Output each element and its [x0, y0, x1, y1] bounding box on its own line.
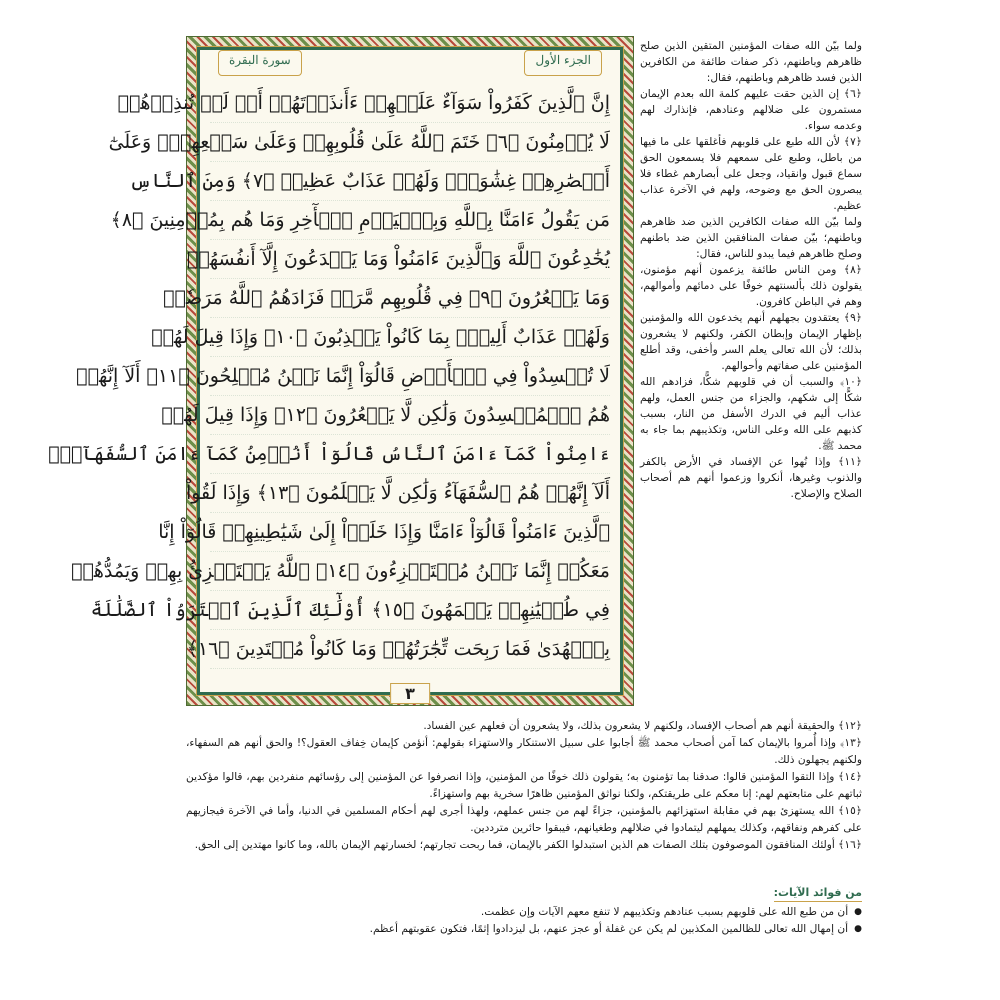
quran-line: بِٱلۡهُدَىٰ فَمَا رَبِحَت تِّجَٰرَتُهُمۡ وَمَا كَانُواْ مُهۡتَدِينَ ﴿١٦﴾	[210, 630, 610, 669]
commentary-paragraph: ﴿١١﴾ وإذا نُهوا عن الإفساد في الأرض بالكفر والذنوب وغيرها، أنكروا وزعموا أنهم هم أصحاب الصلاح والإصلاح.	[640, 456, 862, 500]
quran-line: فِي طُغۡيَٰنِهِمۡ يَعۡمَهُونَ ﴿١٥﴾ أُوْلَٰٓئِكَ ٱلَّذِينَ ٱشۡتَرَوُاْ ٱلضَّلَٰلَةَ	[210, 591, 610, 630]
quran-line: وَلَهُمۡ عَذَابٌ أَلِيمُۢ بِمَا كَانُواْ يَكۡذِبُونَ ﴿١٠﴾ وَإِذَا قِيلَ لَهُمۡ	[210, 318, 610, 357]
commentary-paragraph: ﴿٩﴾ يعتقدون بجهلهم أنهم يخدعون الله والمؤمنين بإظهار الإيمان وإبطان الكفر، ولكنهم لا يشعرون بذلك؛ لأن الله تعالى يعلم السر وأخفى، وقد أطلع المؤمنين على صفاتهم وأحوالهم.	[640, 312, 862, 372]
commentary-paragraph: ﴿١٦﴾ أولئك المنافقون الموصوفون بتلك الصفات هم الذين استبدلوا الكفر بالإيمان، فما ربحت تجارتهم؛ لخسارتهم الإيمان بالله، وما كانوا مهتدين إلى الحق.	[194, 839, 862, 851]
commentary-paragraph: ﴿١٠﴾ والسبب أن في قلوبهم شكًّا، فزادهم الله شكًّا إلى شكهم، والجزاء من جنس العمل، ولهم عذاب أليم في الدرك الأسفل من النار، بسبب كذبهم على الله وعلى الناس، وتكذيبهم بما جاء به محمد ﷺ.	[640, 376, 862, 452]
quran-line: هُمُ ٱلۡمُفۡسِدُونَ وَلَٰكِن لَّا يَشۡعُرُونَ ﴿١٢﴾ وَإِذَا قِيلَ لَهُمۡ	[210, 396, 610, 435]
quran-line: مَعَكُمۡ إِنَّمَا نَحۡنُ مُسۡتَهۡزِءُونَ ﴿١٤﴾ ٱللَّهُ يَسۡتَهۡزِئُ بِهِمۡ وَيَمُدُّهُمۡ	[210, 552, 610, 591]
quran-frame	[48, 36, 634, 706]
quran-line: أَلَآ إِنَّهُمۡ هُمُ ٱلسُّفَهَآءُ وَلَٰكِن لَّا يَعۡلَمُونَ ﴿١٣﴾ وَإِذَا لَقُواْ	[210, 474, 610, 513]
juz-name: الجزء الأول	[524, 50, 602, 76]
quran-text	[48, 84, 610, 660]
commentary-paragraph: ﴿١٢﴾ والحقيقة أنهم هم أصحاب الإفساد، ولكنهم لا يشعرون بذلك، ولا يشعرون أن فعلهم عين الفساد.	[423, 720, 862, 732]
benefits-title: من فوائد الآيات:	[774, 884, 862, 902]
benefit-item	[186, 921, 862, 938]
quran-line: ءَامِنُواْ كَمَآ ءَامَنَ ٱلنَّاسُ قَالُوٓاْ أَنُؤۡمِنُ كَمَآ ءَامَنَ ٱلسُّفَهَآءُۗ	[210, 435, 610, 474]
benefit-text: أن من طبع الله على قلوبهم بسبب عنادهم وتكذيبهم لا تنفع معهم الآيات وإن عظمت.	[480, 906, 849, 918]
quran-line: أَبۡصَٰرِهِمۡ غِشَٰوَةٞۖ وَلَهُمۡ عَذَابٌ عَظِيمٞ ﴿٧﴾ وَمِنَ ٱلنَّاسِ	[210, 162, 610, 201]
page-number: ٣	[390, 683, 430, 704]
benefit-item	[186, 904, 862, 921]
bullet-icon: ●	[854, 907, 862, 917]
commentary-paragraph: ﴿١٤﴾ وإذا التقوا المؤمنين قالوا: صدقنا بما تؤمنون به؛ يقولون ذلك خوفًا من المؤمنين، وإذا انصرفوا عن المؤمنين إلى رؤسائهم منفردين بهم، قالوا مؤكدين ثباتهم على متابعتهم لهم: إنا معكم على طريقتكم، ولكنا نواثق المؤمنين ظاهرًا سخرية بهم واستهزاءً.	[186, 771, 862, 800]
commentary-paragraph: ﴿١٣﴾ وإذا أُمروا بالإيمان كما آمن أصحاب محمد ﷺ أجابوا على سبيل الاستنكار والاستهزاء بقولهم: أنؤمن كإيمان خِفاف العقول؟! والحق أنهم هم السفهاء، ولكنهم يجهلون ذلك.	[186, 737, 862, 766]
quran-line: يُخَٰدِعُونَ ٱللَّهَ وَٱلَّذِينَ ءَامَنُواْ وَمَا يَخۡدَعُونَ إِلَّآ أَنفُسَهُمۡ	[210, 240, 610, 279]
commentary-paragraph: ﴿٧﴾ لأن الله طبع على قلوبهم فأغلقها على ما فيها من باطل، وطبع على سمعهم فلا يسمعون الحق سماع قبول وانقياد، وجعل على أبصارهم غطاء فلا يبصرون الحق مع وضوحه، ولهم في الآخرة عذاب عظيم.	[640, 136, 862, 212]
benefit-text: أن إمهال الله تعالى للظالمين المكذبين لم يكن عن غفلة أو عجز عنهم، بل ليزدادوا إثمًا، فتكون عقوبتهم أعظم.	[369, 923, 849, 935]
surah-name: سورة البقرة	[218, 50, 302, 76]
page-header	[200, 48, 620, 76]
commentary-paragraph: ولما بيّن الله صفات المؤمنين المتقين الذين صلح ظاهرهم وباطنهم، ذكر صفات طائفة من الكافرين الذين فسد ظاهرهم وباطنهم، فقال:	[640, 40, 862, 84]
side-commentary	[640, 38, 862, 722]
quran-frame-inner	[48, 47, 623, 703]
benefits-section	[186, 884, 862, 954]
commentary-paragraph: ﴿١٥﴾ الله يستهزئ بهم في مقابلة استهزائهم بالمؤمنين، جزاءً لهم من جنس عملهم، ولهذا أجرى لهم أحكام المسلمين في الدنيا، وأما في الآخرة فيجازيهم على كفرهم ونفاقهم، وكذلك يمهلهم ليتمادوا في ضلالهم وطغيانهم، فيبقوا حائرين مترددين.	[186, 805, 862, 834]
quran-line: إِنَّ ٱلَّذِينَ كَفَرُواْ سَوَآءٌ عَلَيۡهِمۡ ءَأَنذَرۡتَهُمۡ أَمۡ لَمۡ تُنذِرۡهُمۡ	[210, 84, 610, 123]
commentary-paragraph: ﴿٦﴾ إن الذين حقت عليهم كلمة الله بعدم الإيمان مستمرون على ضلالهم وعنادهم، فإنذارك لهم وعدمه سواء.	[640, 88, 862, 132]
quran-line: وَمَا يَشۡعُرُونَ ﴿٩﴾ فِي قُلُوبِهِم مَّرَضٞ فَزَادَهُمُ ٱللَّهُ مَرَضٗاۖ	[210, 279, 610, 318]
quran-line: مَن يَقُولُ ءَامَنَّا بِٱللَّهِ وَبِٱلۡيَوۡمِ ٱلۡأٓخِرِ وَمَا هُم بِمُؤۡمِنِينَ ﴿٨﴾	[210, 201, 610, 240]
quran-line: لَا يُؤۡمِنُونَ ﴿٦﴾ خَتَمَ ٱللَّهُ عَلَىٰ قُلُوبِهِمۡ وَعَلَىٰ سَمۡعِهِمۡۖ وَعَلَىٰٓ	[210, 123, 610, 162]
bullet-icon: ●	[854, 924, 862, 934]
commentary-paragraph: ولما بيّن الله صفات الكافرين الذين ضد ظاهرهم وباطنهم؛ بيّن صفات المنافقين الذين ضد باطنهم وصلح ظاهرهم فيما يبدو للناس، فقال:	[640, 216, 862, 260]
quran-line: ٱلَّذِينَ ءَامَنُواْ قَالُوٓاْ ءَامَنَّا وَإِذَا خَلَوۡاْ إِلَىٰ شَيَٰطِينِهِمۡ قَالُوٓاْ إِنَّا	[210, 513, 610, 552]
quran-line: لَا تُفۡسِدُواْ فِي ٱلۡأَرۡضِ قَالُوٓاْ إِنَّمَا نَحۡنُ مُصۡلِحُونَ ﴿١١﴾ أَلَآ إِنَّهُمۡ	[210, 357, 610, 396]
commentary-paragraph: ﴿٨﴾ ومن الناس طائفة يزعمون أنهم مؤمنون، يقولون ذلك بألسنتهم خوفًا على دمائهم وأموالهم، وهم في الباطن كافرون.	[640, 264, 862, 308]
